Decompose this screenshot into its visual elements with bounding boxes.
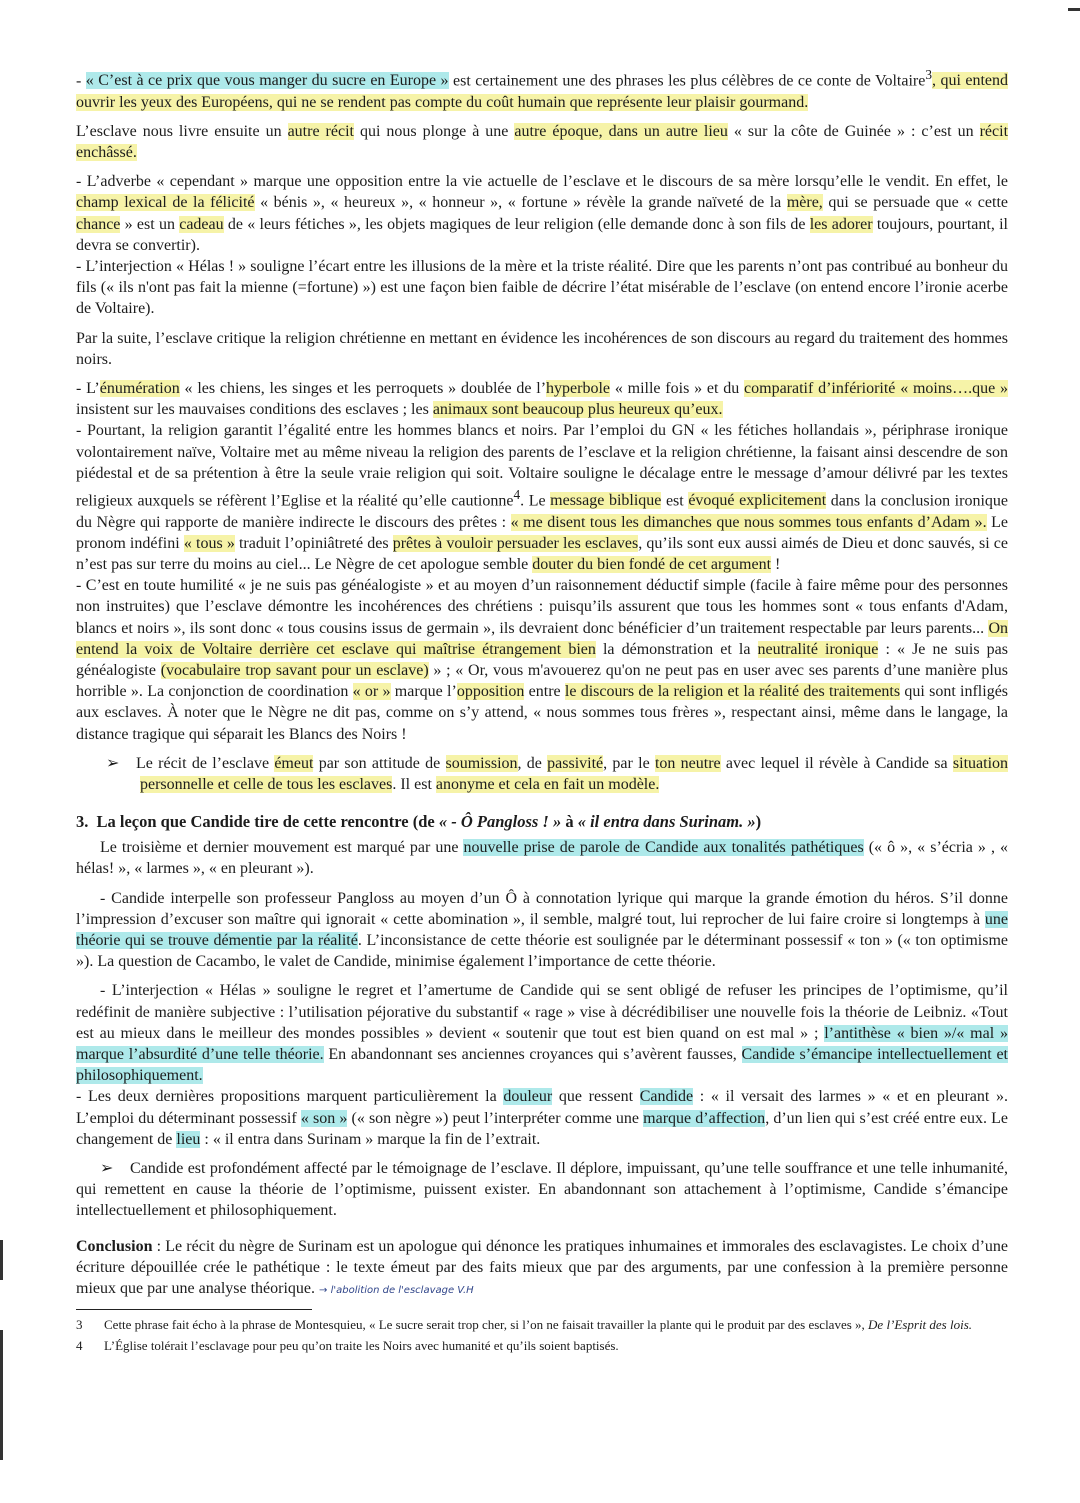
text: toujours, pourtant, il devra se convertir).	[76, 215, 1009, 254]
text: Par la suite, l’esclave critique la religion chrétienne en mettant en évidence les incohérences de son discours au regard du traitement des hommes noirs.	[76, 329, 1008, 368]
footnote-ref: 4	[513, 486, 521, 502]
highlight: une théorie qui se trouve démentie par la réalité	[76, 910, 1008, 949]
paragraph-enumeration	[76, 378, 1008, 420]
arrow-bullet-icon: ➢	[100, 1160, 114, 1177]
text: . Le	[520, 492, 551, 510]
text: : « il entra dans Surinam » marque la fin de l’extrait.	[200, 1130, 541, 1148]
paragraph-arrow-recit	[76, 753, 1008, 795]
paragraph-recit-enchasse	[76, 121, 1008, 163]
highlight: cadeau	[179, 215, 224, 233]
highlight: douleur	[503, 1088, 553, 1106]
text: : « Je ne suis pas généalogiste	[76, 640, 1009, 679]
highlight: le discours de la religion et la réalité des traitements	[564, 683, 901, 701]
text: dans la conclusion ironique du Nègre qui rapporte de manière indirecte le discours des prêtes :	[76, 492, 1008, 531]
text: - L’interjection « Hélas ! » souligne l’écart entre les illusions de la mère et la triste réalité. Dire que les parents n’ont pas contribué au bonheur du fils (« ils n'ont pas fait la mienne (=fortune) ») est une façon bien faible de décrire l’état misérable de l’esclave (on entend encore l’ironie acerbe de Voltaire).	[76, 257, 1008, 318]
text: Le récit de l’esclave	[136, 754, 275, 772]
paragraph-pangloss	[76, 888, 1008, 973]
handwritten-note: → l'abolition de l'esclavage V.H	[319, 1285, 474, 1297]
highlight: les adorer	[809, 215, 873, 233]
text: par son attitude de	[313, 754, 446, 772]
text: - Les deux dernières propositions marquent particulièrement la	[76, 1088, 504, 1106]
paragraph-sugar-quote: - « C’est à ce prix que vous manger du sucre en Europe » est certainement une des phrases les plus célèbres de ce conte de Voltaire$^3$, qui entend ouvrir les yeux des Européens, qui ne se rendent pas compte du coût humain que représente leur plaisir gourmand.	[76, 67, 1009, 111]
highlight: émeut	[274, 754, 314, 772]
footnote-number: 3	[76, 1317, 83, 1333]
text: L’esclave nous livre ensuite un	[76, 122, 288, 140]
text: Le troisième et dernier mouvement est marqué par une	[100, 839, 464, 857]
scan-edge-mark	[0, 1330, 3, 1460]
text: à	[561, 812, 578, 832]
highlight: Candide	[639, 1088, 694, 1106]
text: « les chiens, les singes et les perroquets » doublée de l’	[179, 379, 547, 397]
highlight: « or »	[352, 683, 391, 701]
text: » ; « Or, vous m'avouerez qu'on ne peut pas en user avec ses parents d’une manière plus horrible ». La conjonction de coordination	[76, 661, 1009, 701]
highlight: situation personnelle et celle de tous les esclaves	[140, 754, 1009, 793]
footnote-citation: De l’Esprit des lois.	[868, 1317, 973, 1333]
text: . L’inconsistance de cette théorie est soulignée par le déterminant possessif « ton » (« ton optimisme »). La question de Cacambo, le valet de Candide, minimise également l’importance de cette théorie.	[76, 931, 1008, 971]
highlight: prêtes à vouloir persuader les esclaves	[392, 534, 639, 552]
highlight: ton neutre	[654, 754, 721, 772]
text: )	[755, 812, 762, 832]
text: marque l’	[390, 683, 457, 701]
text: « mille fois » et du	[610, 379, 745, 397]
text: La leçon que Candide tire de cette rencontre (de	[96, 812, 439, 832]
text: avec lequel il révèle à Candide sa	[720, 754, 953, 772]
text: qui se persuade que « cette	[822, 194, 1008, 212]
document-page	[76, 64, 1008, 1358]
footnote-number: 4	[76, 1338, 83, 1354]
text: - Pourtant, la religion garantit l’égalité entre les hommes blancs et noirs. Par l’emploi du GN « les fétiches hollandais », périphrase ironique volontairement naïve, Voltaire met au même niveau la religion des parents de l’esclave et la religion chrétienne, la faisant ainsi descendre de son piédestal et de sa prétention à être la seule vraie religion qui soit. Voltaire souligne le décalage entre le message d’amour délivré par les textes religieux auxquels se réfèrent l’Eglise et la réalité qu’elle cautionne	[76, 422, 1008, 510]
footnote-text: L’Église tolérait l’esclavage pour peu qu’on traite les Noirs avec humanité et qu’ils soient baptisés.	[104, 1338, 619, 1354]
highlight: marque d’affection	[643, 1109, 766, 1127]
footnote-3	[76, 1316, 1008, 1333]
highlight: l’antithèse « bien »/« mal » marque l’absurdité d’une telle théorie.	[76, 1024, 1009, 1063]
text: est	[661, 492, 689, 510]
text: (« son nègre ») peut l’interpréter comme une	[347, 1109, 644, 1127]
text: la démonstration et la	[595, 640, 758, 658]
paragraph-fetiches	[76, 420, 1008, 575]
highlight: « me disent tous les dimanches que nous sommes tous enfants d’Adam ».	[510, 513, 987, 531]
page-corner-mark	[1068, 8, 1080, 11]
footnote-ref: 3	[925, 67, 932, 82]
paragraph-cependant	[76, 171, 1008, 256]
highlight: énumération	[99, 379, 180, 397]
text: Candide est profondément affecté par le témoignage de l’esclave. Il déplore, impuissant, qu’une telle souffrance et une telle inhumanité, qui remettent en cause la théorie de l’optimisme, puissent exister. En abandonnant son attachement à l’optimisme, Candide s’émancipe intellectuellement et philosophiquement.	[76, 1160, 1008, 1220]
highlight: autre récit	[287, 122, 354, 140]
text: traduit l’opiniâtreté des	[234, 534, 393, 552]
highlight: , qui entend ouvrir les yeux des Européens, qui ne se rendent pas compte du coût humain que représente leur plaisir gourmand.	[76, 72, 1009, 111]
text: - L’adverbe « cependant » marque une opposition entre la vie actuelle de l’esclave et le discours de sa mère lorsqu’elle le vendit. En effet, le	[76, 173, 1008, 191]
paragraph-religion-critique	[76, 328, 1008, 370]
highlight: soumission	[445, 754, 518, 772]
text: de « leurs fétiches », les objets magiques de leur religion (elle demande donc à son fils de	[223, 215, 810, 233]
text: !	[771, 555, 781, 573]
text: . Il est	[392, 775, 436, 793]
highlight: champ lexical de la félicité	[76, 194, 255, 212]
text: - Candide interpelle son professeur Pangloss au moyen d’un Ô à connotation lyrique qui marque la grande émotion du héros. S’il donne l’impression d’excuser son maître qui ignorait « cette abomination », il semble, malgré tout, lui reprocher de lui faire croire si longtemps à	[76, 889, 1008, 928]
text: , par le	[603, 754, 655, 772]
text: - L’interjection « Hélas » souligne le regret et l’amertume de Candide qui se sent obligé de refuser les principes de l’optimisme, qu’il redéfinit de manière subjective : l’utilisation péjorative du substantif « rage » vise à décrédibiliser une nouvelle fois la théorie de Leibniz. «Tout est au mieux dans le meilleur des mondes possibles » devient « soutenir que tout est bien quand on est mal » ;	[76, 982, 1008, 1042]
paragraph-douleur	[76, 1086, 1008, 1150]
highlight: « C’est à ce prix que vous manger du sucre en Europe »	[85, 72, 449, 90]
text: » est un	[120, 215, 180, 233]
text: entre	[524, 683, 565, 701]
highlight: douter du bien fondé de cet argument	[532, 555, 772, 573]
highlight: passivité	[547, 754, 604, 772]
highlight: évoqué explicitement	[688, 492, 827, 510]
text: , qu’ils sont eux aussi aimés de Dieu et donc sauvés, si ce n’est pas sur terre du moins au ciel... Le Nègre de cet apologue semble	[76, 534, 1009, 573]
text: , d’un lien qui s’est créé entre eux. Le changement de	[76, 1109, 1008, 1148]
quote-end: « il entra dans Surinam. »	[577, 812, 756, 832]
text: Le pronom indéfini	[76, 513, 1009, 552]
footnote-text: Cette phrase fait écho à la phrase de Montesquieu, « Le sucre serait trop cher, si l’on ne faisait travailler la plante qui le produit par des esclaves »,	[104, 1317, 869, 1333]
section-heading-3	[76, 811, 1008, 833]
highlight: Candide s’émancipe intellectuellement et philosophiquement.	[76, 1045, 1008, 1085]
highlight: anonyme et cela en fait un modèle.	[435, 775, 660, 793]
highlight: autre époque, dans un autre lieu	[514, 122, 728, 140]
highlight: « son »	[300, 1109, 348, 1127]
highlight: comparatif d’infériorité « moins….que »	[744, 379, 1008, 397]
paragraph-helas	[76, 256, 1008, 320]
quote-start: « - Ô Pangloss ! »	[438, 812, 562, 832]
text: « bénis », « heureux », « honneur », « fortune » révèle la grande naïveté de la	[254, 194, 787, 212]
highlight: lieu	[176, 1130, 201, 1148]
conclusion	[76, 1236, 1008, 1302]
paragraph-arrow-candide	[76, 1158, 1008, 1222]
highlight: hyperbole	[546, 379, 611, 397]
highlight: « tous »	[183, 534, 235, 552]
highlight: nouvelle prise de parole de Candide aux tonalités pathétiques	[463, 839, 864, 857]
text: , de	[517, 754, 548, 772]
highlight: neutralité ironique	[757, 640, 879, 658]
text: est certainement une des phrases les plus célèbres de ce conte de Voltaire	[448, 72, 926, 90]
text: : Le récit du nègre de Surinam est un apologue qui dénonce les pratiques inhumaines et immorales des esclavagistes. Le choix d’une écriture dépouillée crée le pathétique : le texte émeut par des faits mieux que par des arguments, par une confession à la première personne mieux que par une analyse théorique.	[76, 1237, 1008, 1298]
paragraph-rage	[76, 980, 1008, 1086]
text: qui nous plonge à une	[353, 122, 515, 140]
conclusion-label: Conclusion	[76, 1237, 153, 1255]
paragraph-troisieme-mouvement	[76, 837, 1008, 879]
text: En abandonnant ses anciennes croyances qui s’avèrent fausses,	[323, 1045, 742, 1063]
highlight: animaux sont beaucoup plus heureux qu’eux.	[432, 401, 723, 419]
text: « sur la côte de Guinée » : c’est un	[727, 122, 980, 140]
highlight: On entend la voix de Voltaire derrière cet esclave qui maîtrise étrangement bien	[76, 619, 1008, 658]
section-number: 3.	[76, 812, 89, 832]
highlight: (vocabulaire trop savant pour un esclave)	[160, 661, 429, 679]
highlight: mère,	[786, 194, 823, 212]
highlight: message biblique	[550, 492, 662, 510]
highlight: récit enchâssé.	[76, 122, 1009, 161]
text: - L’	[76, 379, 100, 397]
highlight: chance	[76, 215, 121, 233]
text: qui sont infligés aux esclaves. À noter que le Nègre ne dit pas, comme on s’y attend, « nous sommes tous frères », respectant ainsi, même dans le langage, la distance tragique qui séparait les Blancs des Noirs !	[76, 683, 1009, 743]
text: - C’est en toute humilité « je ne suis pas généalogiste » et au moyen d’un raisonnement déductif simple (facile à faire même pour des personnes non instruites) que l’esclave démontre les incohérences des chrétiens : puisqu’ils assurent que tous les hommes sont « tous enfants d'Adam, blancs et noirs », ils sont donc « tous cousins issus de germain », ils devraient donc bénéficier d’un traitement respectable par leurs parents...	[76, 577, 1008, 637]
footnote-4	[76, 1337, 1008, 1354]
arrow-bullet-icon: ➢	[106, 754, 120, 772]
footnote-divider	[76, 1309, 312, 1310]
highlight: opposition	[456, 683, 525, 701]
paragraph-genealogiste	[76, 575, 1008, 745]
scan-edge-mark	[0, 1240, 3, 1280]
text: : « il versait des larmes » « et en pleurant ». L’emploi du déterminant possessif	[76, 1088, 1009, 1127]
text: que ressent	[552, 1088, 640, 1106]
text: insistent sur les mauvaises conditions des esclaves ; les	[76, 401, 433, 419]
text: (« ô », « s’écria » , « hélas! », « larmes », « en pleurant »).	[76, 839, 1008, 878]
